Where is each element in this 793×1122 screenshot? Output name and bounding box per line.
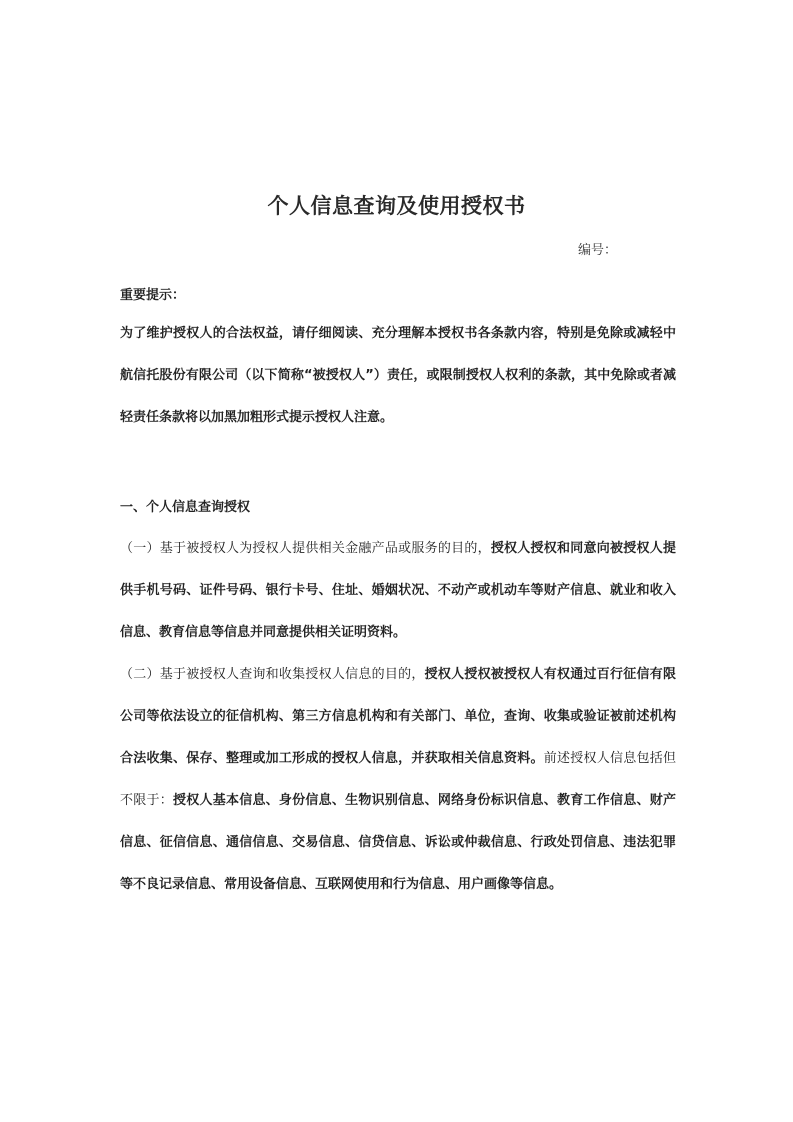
clause-1	[120, 528, 676, 654]
section-heading: 一、个人信息查询授权	[120, 500, 251, 515]
clause-2-text-a: （二）基于被授权人查询和收集授权人信息的目的，	[120, 667, 425, 682]
clause-1-bold-text: 授权人授权和同意向被授权人提供手机号码、证件号码、银行卡号、住址、婚姻状况、不动产或机动车等财产信息、就业和收入信息、教育信息等信息并同意提供相关证明资料。	[120, 541, 676, 640]
clause-2-bold-text-b: 授权人基本信息、身份信息、生物识别信息、网络身份标识信息、教育工作信息、财产信息、征信信息、通信信息、交易信息、信贷信息、诉讼或仲裁信息、行政处罚信息、违法犯罪等不良记录信息、常用设备信息、互联网使用和行为信息、用户画像等信息。	[120, 793, 676, 892]
notice-body: 为了维护授权人的合法权益，请仔细阅读、充分理解本授权书各条款内容，特别是免除或减轻中航信托股份有限公司（以下简称“被授权人”）责任，或限制授权人权利的条款，其中免除或者减轻责任条款将以加黑加粗形式提示授权人注意。	[120, 326, 676, 425]
clause-1-text: （一）基于被授权人为授权人提供相关金融产品或服务的目的，	[120, 541, 491, 556]
serial-number-label: 编号：	[578, 243, 618, 258]
document-title: 个人信息查询及使用授权书	[267, 194, 526, 218]
clause-2	[120, 654, 676, 906]
clause-2-bold-text-a: 授权人授权被授权人有权通过百行征信有限公司等依法设立的征信机构、第三方信息机构和有关部门、单位，查询、收集或验证被前述机构合法收集、保存、整理或加工形成的授权人信息，并获取相关信息资料。	[120, 667, 676, 766]
notice-heading: 重要提示：	[120, 288, 186, 303]
clause-2-text-b: 前述授权人信息包括但不限于：	[120, 751, 676, 808]
